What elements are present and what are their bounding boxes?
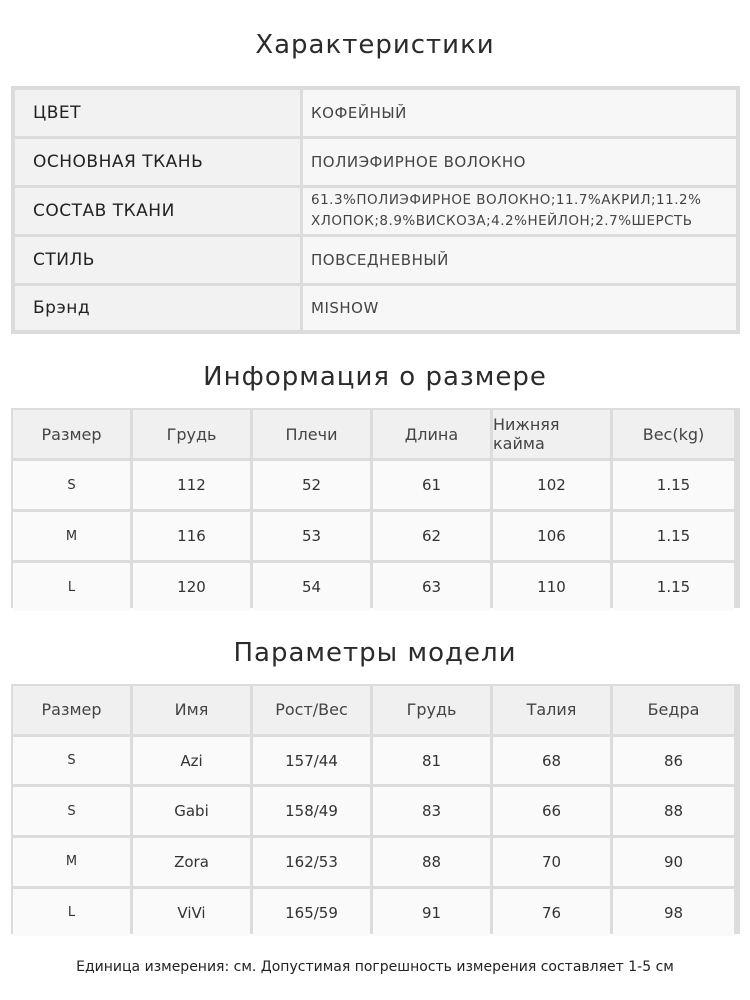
size-cell: S (13, 461, 130, 509)
size-cell: M (13, 512, 130, 560)
column-header: Длина (373, 410, 490, 458)
size-cell: L (13, 563, 130, 611)
table-cell: 83 (373, 787, 490, 835)
column-header: Вес(kg) (613, 410, 734, 458)
characteristic-value: ПОЛИЭФИРНОЕ ВОЛОКНО (303, 139, 736, 185)
characteristic-row-style (15, 237, 736, 283)
table-cell: 116 (133, 512, 250, 560)
characteristic-value: 61.3%ПОЛИЭФИРНОЕ ВОЛОКНО;11.7%АКРИЛ;11.2% ХЛОПОК;8.9%ВИСКОЗА;4.2%НЕЙЛОН;2.7%ШЕРСТЬ (303, 188, 736, 234)
table-cell: 162/53 (253, 838, 370, 886)
table-cell: 91 (373, 889, 490, 937)
table-cell: Azi (133, 737, 250, 785)
column-header: Рост/Вес (253, 686, 370, 734)
table-cell: 1.15 (613, 461, 734, 509)
table-cell: 54 (253, 563, 370, 611)
column-header: Грудь (373, 686, 490, 734)
table-cell: 70 (493, 838, 610, 886)
characteristic-key: Брэнд (15, 286, 300, 330)
table-cell: 1.15 (613, 512, 734, 560)
characteristic-value: КОФЕЙНЫЙ (303, 90, 736, 136)
characteristic-row-composition (15, 188, 736, 234)
size-cell: S (13, 787, 130, 835)
table-cell: 88 (373, 838, 490, 886)
column-header: Бедра (613, 686, 734, 734)
table-cell: 62 (373, 512, 490, 560)
column-header: Размер (13, 410, 130, 458)
size-cell: S (13, 737, 130, 785)
table-cell: 63 (373, 563, 490, 611)
table-cell: 88 (613, 787, 734, 835)
table-cell: 157/44 (253, 737, 370, 785)
table-cell: 158/49 (253, 787, 370, 835)
size-cell: L (13, 889, 130, 937)
table-cell: 120 (133, 563, 250, 611)
column-header: Имя (133, 686, 250, 734)
table-cell: 106 (493, 512, 610, 560)
characteristic-key: СТИЛЬ (15, 237, 300, 283)
column-header: Грудь (133, 410, 250, 458)
table-cell: 81 (373, 737, 490, 785)
table-cell: Gabi (133, 787, 250, 835)
table-cell: Zora (133, 838, 250, 886)
table-cell: 110 (493, 563, 610, 611)
characteristic-key: ЦВЕТ (15, 90, 300, 136)
table-cell: 53 (253, 512, 370, 560)
model-table (11, 684, 740, 934)
characteristic-row-main-fabric (15, 139, 736, 185)
characteristics-table (11, 86, 740, 334)
table-cell: 52 (253, 461, 370, 509)
table-cell: 165/59 (253, 889, 370, 937)
table-cell: 112 (133, 461, 250, 509)
table-cell: 68 (493, 737, 610, 785)
model-params-title: Параметры модели (233, 638, 517, 668)
characteristics-title: Характеристики (255, 30, 495, 60)
table-cell: 86 (613, 737, 734, 785)
characteristic-row-color (15, 90, 736, 136)
characteristic-row-brand (15, 286, 736, 330)
characteristic-value: MISHOW (303, 286, 736, 330)
table-cell: 90 (613, 838, 734, 886)
characteristic-key: СОСТАВ ТКАНИ (15, 188, 300, 234)
table-cell: 66 (493, 787, 610, 835)
column-header: Размер (13, 686, 130, 734)
measurement-footnote: Единица измерения: см. Допустимая погрешность измерения составляет 1-5 см (76, 959, 674, 975)
size-info-title: Информация о размере (203, 362, 547, 392)
table-cell: 98 (613, 889, 734, 937)
size-table (11, 408, 740, 608)
table-cell: 76 (493, 889, 610, 937)
size-cell: M (13, 838, 130, 886)
column-header: Плечи (253, 410, 370, 458)
column-header: Талия (493, 686, 610, 734)
characteristic-key: ОСНОВНАЯ ТКАНЬ (15, 139, 300, 185)
characteristic-value: ПОВСЕДНЕВНЫЙ (303, 237, 736, 283)
table-cell: 102 (493, 461, 610, 509)
table-cell: 1.15 (613, 563, 734, 611)
column-header: Нижняя кайма (493, 410, 610, 458)
table-cell: ViVi (133, 889, 250, 937)
table-cell: 61 (373, 461, 490, 509)
